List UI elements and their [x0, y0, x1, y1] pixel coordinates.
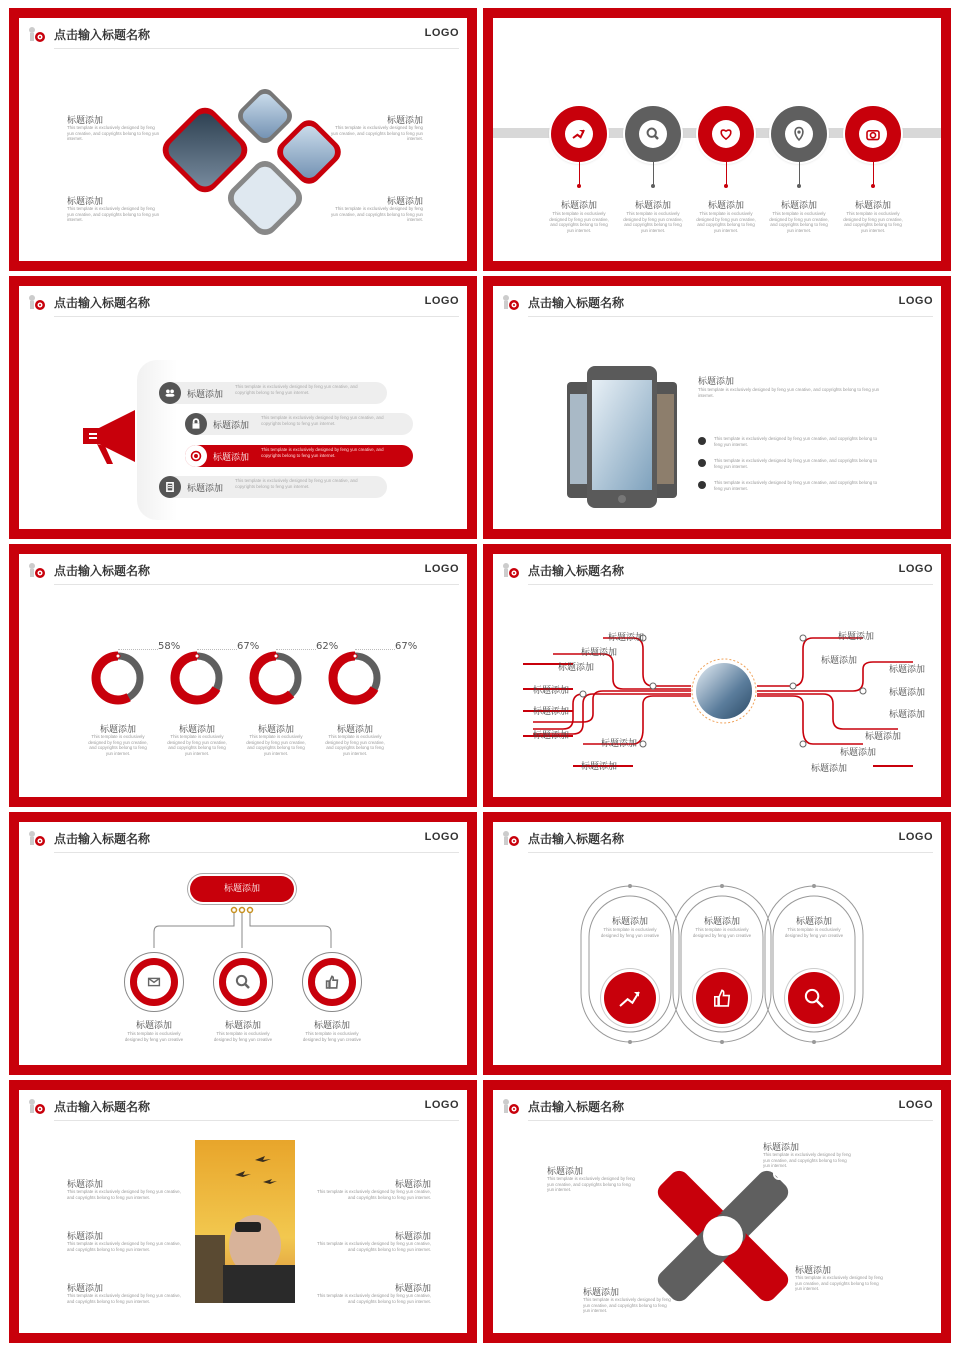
heading: 标题添加	[889, 688, 926, 698]
slide-3[interactable]	[9, 276, 477, 539]
heading: 标题添加	[611, 917, 648, 927]
logo: LOGO	[424, 295, 459, 307]
percentage-donut	[246, 648, 306, 708]
heading: 标题添加	[394, 1180, 431, 1190]
slide-header	[19, 286, 467, 316]
heading: 标题添加	[840, 748, 877, 758]
percent-leader	[355, 649, 395, 650]
heading: 标题添加	[178, 725, 215, 735]
heading: 标题添加	[854, 201, 891, 211]
description: This template is exclusively designed by feng yun creative, and copyrights belong to feng yun internet.	[795, 1275, 883, 1292]
slide-6[interactable]	[483, 544, 951, 807]
heart-icon	[718, 126, 734, 142]
node-inner	[639, 120, 667, 148]
description: This template is exclusively designed by feng yun creative, and copyrights belong to feng yun internet.	[769, 211, 829, 233]
heading: 标题添加	[313, 1021, 350, 1031]
node-dot	[797, 184, 801, 188]
header-divider	[54, 48, 459, 49]
description: This template is exclusively designed by feng yun creative, and copyrights belong to feng yun internet.	[330, 206, 423, 223]
camera-icon	[865, 126, 881, 142]
description: This template is exclusively designed by feng yun creative, and copyrights belong to feng yun internet.	[623, 211, 683, 233]
slide-title: 点击输入标题名称	[528, 832, 625, 846]
location-pin-icon	[791, 126, 807, 142]
lock-icon	[185, 413, 207, 435]
description: This template is exclusively designed by feng yun creative, and copyrights belong to feng yun internet.	[88, 734, 148, 756]
thumbs-up-icon	[710, 986, 734, 1010]
center-photo	[195, 1140, 295, 1303]
description: This template is exclusively designed by feng yun creative, and copyrights belong to feng yun internet.	[549, 211, 609, 233]
mascot-target-icon	[27, 294, 47, 312]
menu-row-description: This template is exclusively designed by feng yun creative, and copyrights belong to feng yun internet.	[261, 447, 384, 458]
description: This template is exclusively designed by feng yun creative, and copyrights belong to feng yun internet.	[317, 1293, 431, 1304]
menu-row-description: This template is exclusively designed by feng yun creative, and copyrights belong to feng yun internet.	[235, 478, 358, 489]
heading: 标题添加	[394, 1284, 431, 1294]
loop-icon-button[interactable]	[604, 972, 656, 1024]
heading: 标题添加	[634, 201, 671, 211]
percentage-donut	[325, 648, 385, 708]
logo: LOGO	[898, 295, 933, 307]
menu-row[interactable]	[185, 445, 413, 467]
heading: 标题添加	[795, 917, 832, 927]
node-dot	[871, 184, 875, 188]
ring	[219, 958, 267, 1006]
heading: 标题添加	[811, 764, 848, 774]
description: This template is exclusively designed by feng yun creative, and copyrights belong to feng yun internet.	[246, 734, 306, 756]
people-icon	[159, 382, 181, 404]
menu-row-label: 标题添加	[213, 453, 250, 463]
heading: 标题添加	[581, 762, 618, 772]
node-stem	[579, 162, 580, 186]
logo: LOGO	[424, 831, 459, 843]
document-icon	[691, 1296, 701, 1309]
node-inner	[785, 120, 813, 148]
description: This template is exclusively designed by feng yun creative, and copyrights belong to feng yun internet.	[330, 125, 423, 142]
node-stem	[799, 162, 800, 186]
menu-row[interactable]	[159, 476, 387, 498]
slide-5[interactable]	[9, 544, 477, 807]
slide-header	[493, 1090, 941, 1120]
heading: 标题添加	[581, 648, 618, 658]
description: This template is exclusively designed by feng yun creative, and copyrights belong to feng yun internet.	[583, 1297, 671, 1314]
bullet-item	[698, 458, 888, 472]
heading: 标题添加	[560, 201, 597, 211]
heading: 标题添加	[889, 665, 926, 675]
bullet-text: This template is exclusively designed by feng yun creative, and copyrights belong to feng yun internet.	[714, 480, 878, 491]
description: This template is exclusively designed by feng yun creative, and copyrights belong to feng yun internet.	[325, 734, 385, 756]
magnifier-icon	[645, 126, 661, 142]
mascot-target-icon	[27, 26, 47, 44]
slide-8[interactable]	[483, 812, 951, 1075]
heading: 标题添加	[865, 732, 902, 742]
heart-icon	[783, 1246, 798, 1257]
timeline-node[interactable]	[845, 106, 901, 162]
logo: LOGO	[424, 563, 459, 575]
menu-row-label: 标题添加	[187, 484, 224, 494]
node-dot	[651, 184, 655, 188]
description: This template is exclusively designed by feng yun creative	[213, 1031, 273, 1042]
heading: 标题添加	[795, 1266, 832, 1276]
photo-diamond-cluster	[159, 80, 349, 250]
node-inner	[859, 120, 887, 148]
ring	[308, 958, 356, 1006]
header-divider	[528, 316, 933, 317]
heading: 标题添加	[257, 725, 294, 735]
ring-node[interactable]	[302, 952, 362, 1012]
thumbs-up-icon	[323, 973, 341, 991]
node-inner	[565, 120, 593, 148]
heading: 标题添加	[394, 1232, 431, 1242]
bullet-arrow-icon	[698, 437, 706, 445]
heading: 标题添加	[224, 1021, 261, 1031]
heading: 标题添加	[547, 1167, 584, 1177]
heading: 标题添加	[67, 116, 104, 126]
heading: 标题添加	[780, 201, 817, 211]
description: This template is exclusively designed by feng yun creative, and copyrights belong to feng yun internet.	[67, 1189, 181, 1200]
mascot-target-icon	[27, 1098, 47, 1116]
description: This template is exclusively designed by feng yun creative, and copyrights belong to feng yun internet.	[698, 387, 880, 398]
description: This template is exclusively designed by feng yun creative, and copyrights belong to feng yun internet.	[763, 1152, 851, 1169]
description: This template is exclusively designed by feng yun creative, and copyrights belong to feng yun internet.	[67, 125, 160, 142]
chart-up-icon	[618, 986, 642, 1010]
menu-row-description: This template is exclusively designed by feng yun creative, and copyrights belong to feng yun internet.	[235, 384, 358, 395]
slide-title: 点击输入标题名称	[528, 296, 625, 310]
mascot-target-icon	[501, 294, 521, 312]
document-icon	[159, 476, 181, 498]
slide-title: 点击输入标题名称	[54, 296, 151, 310]
node-dot	[724, 184, 728, 188]
heading: 标题添加	[763, 1143, 800, 1153]
bullet-text: This template is exclusively designed by feng yun creative, and copyrights belong to feng yun internet.	[714, 436, 878, 447]
heading: 标题添加	[707, 201, 744, 211]
mascot-target-icon	[27, 562, 47, 580]
header-divider	[54, 316, 459, 317]
bullet-item	[698, 480, 888, 494]
percent-value: 58%	[158, 641, 181, 652]
email-icon	[145, 973, 163, 991]
description: This template is exclusively designed by feng yun creative, and copyrights belong to feng yun internet.	[547, 1176, 635, 1193]
slide-header	[19, 1090, 467, 1120]
slide-title: 点击输入标题名称	[54, 832, 151, 846]
heading: 标题添加	[558, 663, 595, 673]
timeline-node[interactable]	[551, 106, 607, 162]
logo: LOGO	[898, 1099, 933, 1111]
top-title-pill: 标题添加	[190, 876, 294, 902]
timeline-node[interactable]	[771, 106, 827, 162]
description: This template is exclusively designed by feng yun creative, and copyrights belong to feng yun internet.	[317, 1241, 431, 1252]
node-dot	[577, 184, 581, 188]
monitor-icon	[647, 1216, 661, 1230]
loop-track	[493, 822, 941, 1065]
bullet-arrow-icon	[698, 481, 706, 489]
slide-title: 点击输入标题名称	[54, 564, 151, 578]
menu-row-description: This template is exclusively designed by feng yun creative, and copyrights belong to feng yun internet.	[261, 415, 384, 426]
ring-node[interactable]	[124, 952, 184, 1012]
heading: 标题添加	[583, 1288, 620, 1298]
chart-up-icon	[571, 126, 587, 142]
description: This template is exclusively designed by feng yun creative, and copyrights belong to feng yun internet.	[843, 211, 903, 233]
heading: 标题添加	[336, 725, 373, 735]
description: This template is exclusively designed by feng yun creative, and copyrights belong to feng yun internet.	[317, 1189, 431, 1200]
header-divider	[54, 1120, 459, 1121]
description: This template is exclusively designed by feng yun creative	[692, 927, 752, 938]
menu-row[interactable]	[159, 382, 387, 404]
heading: 标题添加	[821, 656, 858, 666]
percent-value: 67%	[237, 641, 260, 652]
logo: LOGO	[898, 831, 933, 843]
logo: LOGO	[424, 27, 459, 39]
description: This template is exclusively designed by feng yun creative, and copyrights belong to feng yun internet.	[67, 1241, 181, 1252]
ring-node[interactable]	[213, 952, 273, 1012]
description: This template is exclusively designed by feng yun creative	[302, 1031, 362, 1042]
timeline-node[interactable]	[625, 106, 681, 162]
slide-title: 点击输入标题名称	[528, 564, 625, 578]
menu-row-label: 标题添加	[213, 421, 250, 431]
mascot-target-icon	[501, 1098, 521, 1116]
description: This template is exclusively designed by feng yun creative, and copyrights belong to feng yun internet.	[67, 206, 160, 223]
heading: 标题添加	[608, 633, 645, 643]
percent-value: 67%	[395, 641, 418, 652]
percent-leader	[118, 649, 158, 650]
header-divider	[528, 1120, 933, 1121]
node-stem	[873, 162, 874, 186]
menu-row[interactable]	[185, 413, 413, 435]
search-icon	[234, 973, 252, 991]
heading: 标题添加	[67, 1180, 104, 1190]
node-stem	[726, 162, 727, 186]
heading: 标题添加	[698, 377, 735, 387]
loop-icon-button[interactable]	[696, 972, 748, 1024]
target-icon	[185, 445, 207, 467]
slide-header	[19, 554, 467, 584]
logo: LOGO	[424, 1099, 459, 1111]
loop-icon-button[interactable]	[788, 972, 840, 1024]
slide-2[interactable]	[483, 8, 951, 271]
logo: LOGO	[898, 563, 933, 575]
percent-leader	[197, 649, 237, 650]
slide-title: 点击输入标题名称	[54, 1100, 151, 1114]
heading: 标题添加	[601, 739, 638, 749]
heading: 标题添加	[703, 917, 740, 927]
description: This template is exclusively designed by feng yun creative	[124, 1031, 184, 1042]
heading: 标题添加	[67, 1284, 104, 1294]
heading: 标题添加	[533, 731, 570, 741]
heading: 标题添加	[533, 686, 570, 696]
percentage-donut	[167, 648, 227, 708]
description: This template is exclusively designed by feng yun creative, and copyrights belong to feng yun internet.	[696, 211, 756, 233]
heading: 标题添加	[386, 197, 423, 207]
bullet-text: This template is exclusively designed by feng yun creative, and copyrights belong to feng yun internet.	[714, 458, 878, 469]
bullet-item	[698, 436, 888, 450]
description: This template is exclusively designed by feng yun creative	[600, 927, 660, 938]
percentage-donut	[88, 648, 148, 708]
search-icon	[802, 986, 826, 1010]
slide-10[interactable]	[483, 1080, 951, 1343]
header-divider	[54, 584, 459, 585]
slide-9[interactable]	[9, 1080, 477, 1343]
timeline-node[interactable]	[698, 106, 754, 162]
heading: 标题添加	[386, 116, 423, 126]
description: This template is exclusively designed by feng yun creative, and copyrights belong to feng yun internet.	[67, 1293, 181, 1304]
description: This template is exclusively designed by feng yun creative, and copyrights belong to feng yun internet.	[167, 734, 227, 756]
heading: 标题添加	[533, 707, 570, 717]
slide-title: 点击输入标题名称	[54, 28, 151, 42]
node-stem	[653, 162, 654, 186]
heading: 标题添加	[99, 725, 136, 735]
heading: 标题添加	[889, 710, 926, 720]
bullet-arrow-icon	[698, 459, 706, 467]
slide-title: 点击输入标题名称	[528, 1100, 625, 1114]
heading: 标题添加	[67, 1232, 104, 1242]
percent-leader	[276, 649, 316, 650]
percent-value: 62%	[316, 641, 339, 652]
slide-header	[493, 286, 941, 316]
slide-7[interactable]	[9, 812, 477, 1075]
heading: 标题添加	[67, 197, 104, 207]
description: This template is exclusively designed by feng yun creative	[784, 927, 844, 938]
heading: 标题添加	[135, 1021, 172, 1031]
central-photo	[696, 663, 752, 719]
ring	[130, 958, 178, 1006]
menu-row-label: 标题添加	[187, 390, 224, 400]
node-inner	[712, 120, 740, 148]
slide-1[interactable]	[9, 8, 477, 271]
phone-mockups	[561, 360, 681, 510]
slide-header	[19, 18, 467, 48]
heading: 标题添加	[838, 632, 875, 642]
slide-4[interactable]	[483, 276, 951, 539]
